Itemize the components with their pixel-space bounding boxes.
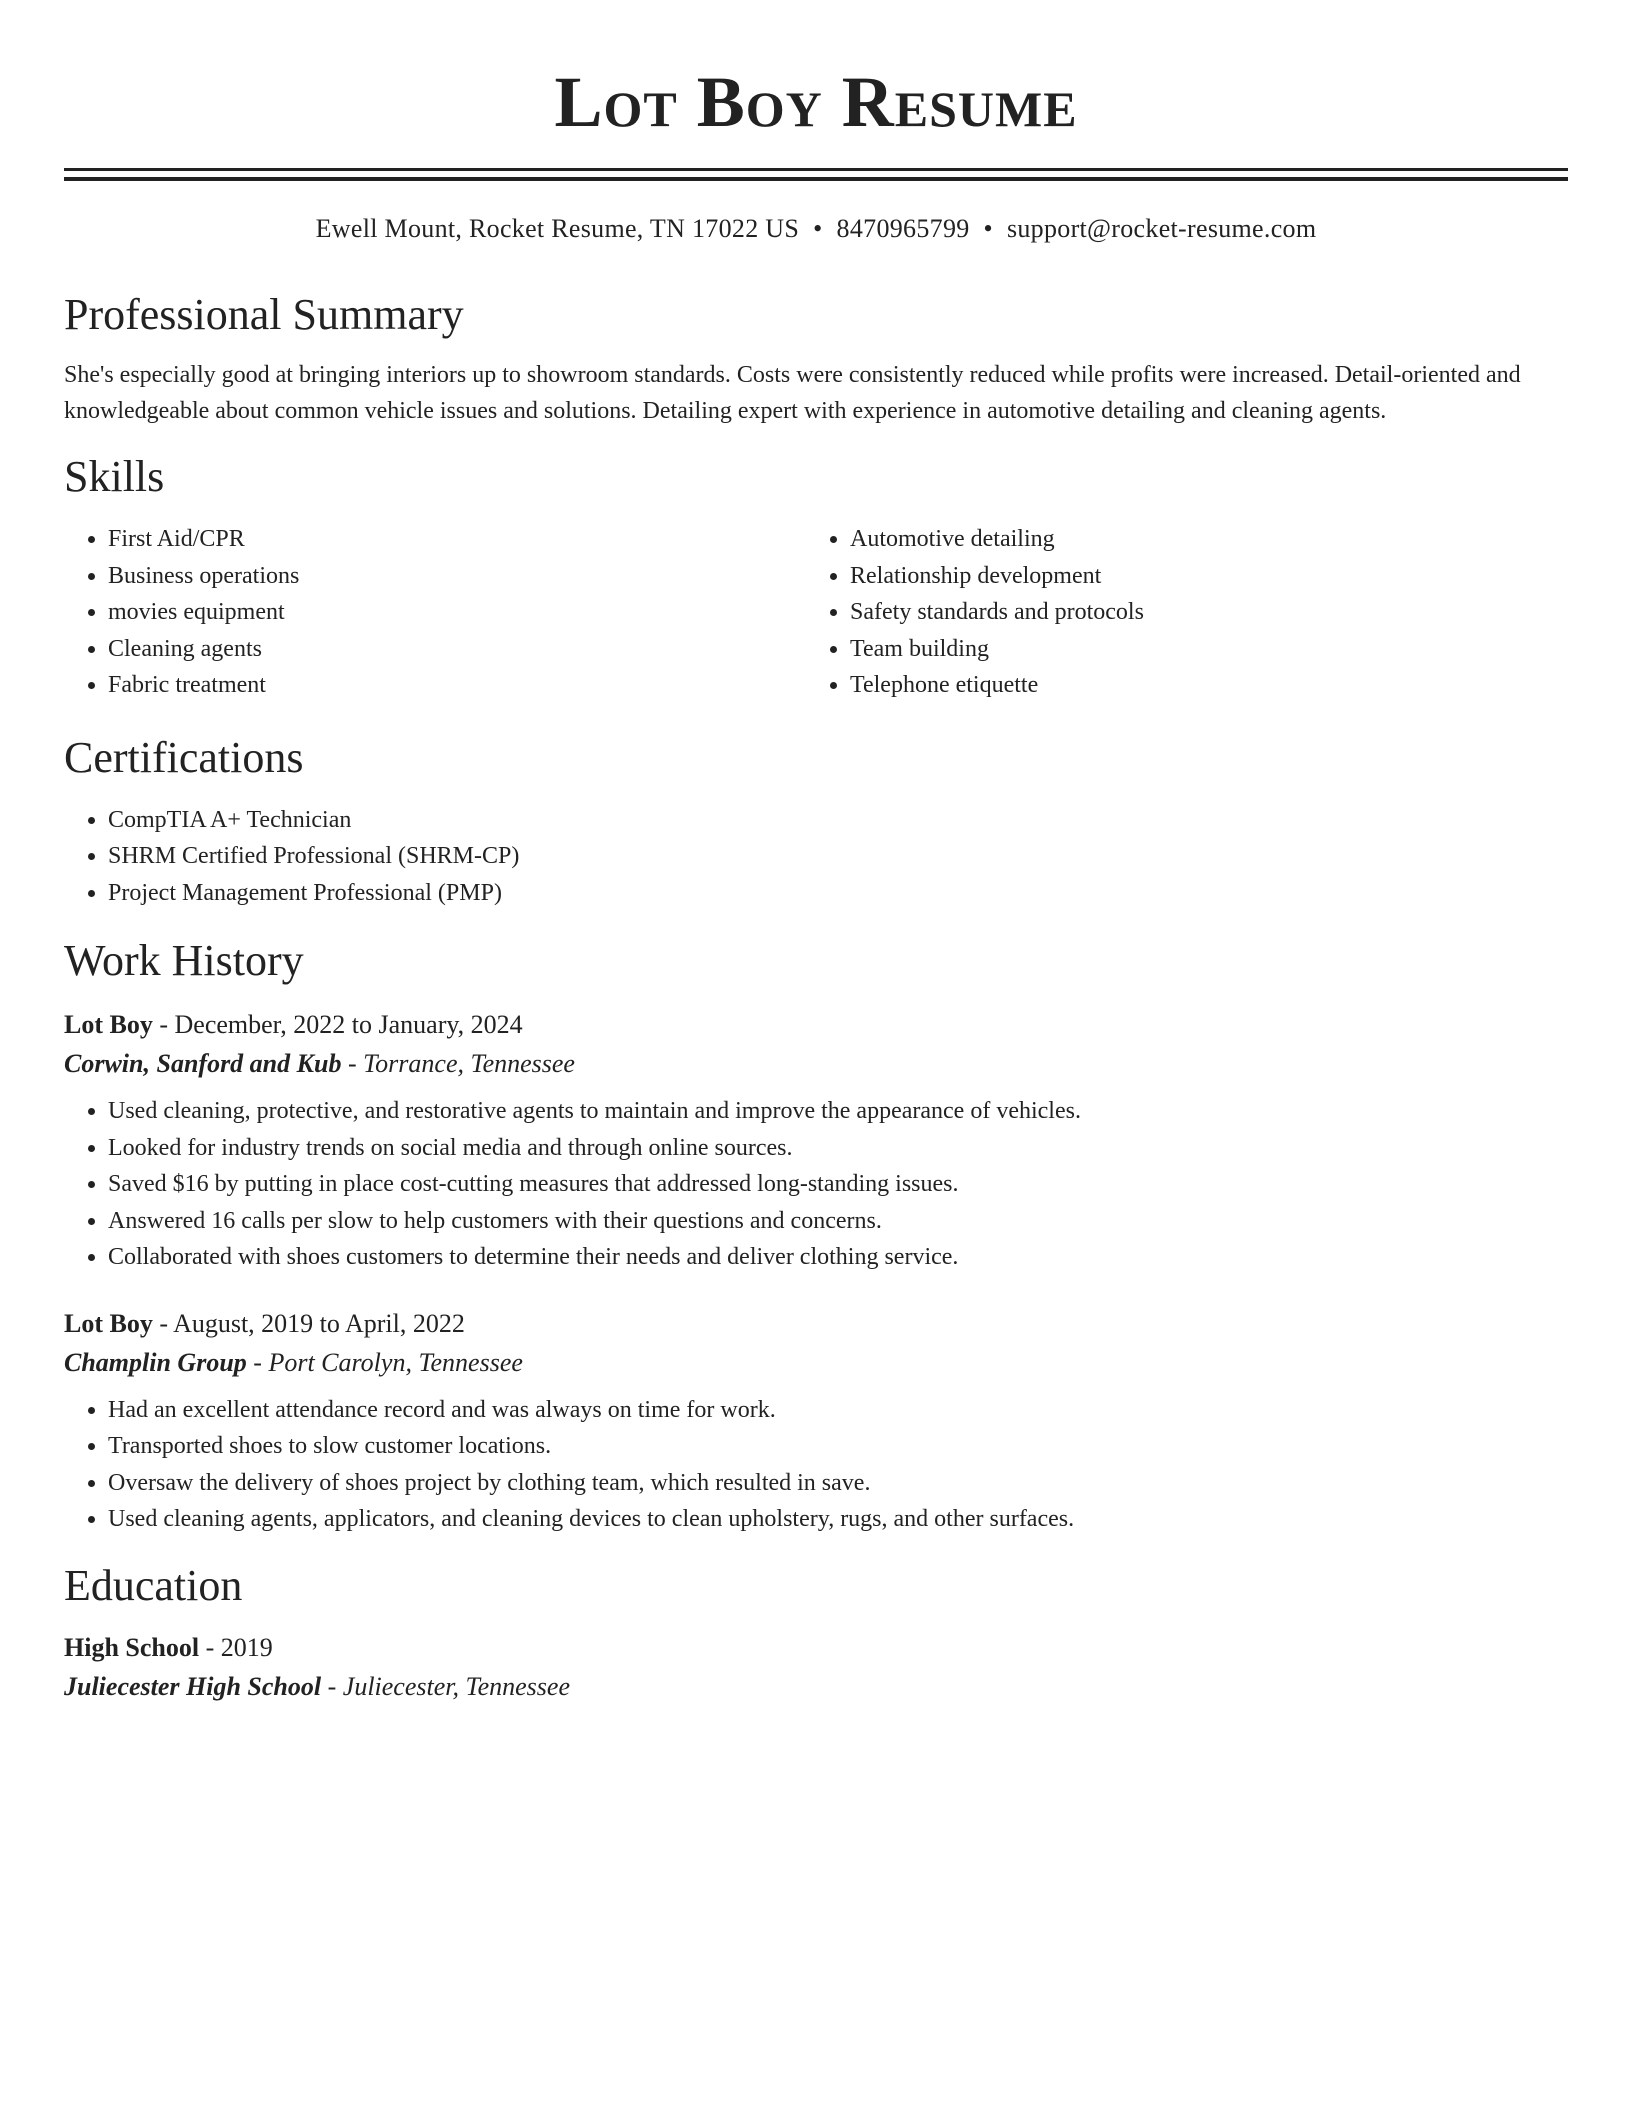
skills-grid [64,521,1568,704]
job-bullets [64,1093,1568,1276]
job-bullet: • Used cleaning agents, applicators, and cleaning devices to clean upholstery, rugs, and other surfaces. [108,1501,1568,1538]
job-entry [64,1304,1568,1538]
skills-heading: Skills [64,452,165,501]
job-company: Champlin Group [64,1347,247,1377]
page-title: Lot Boy Resume [554,62,1078,142]
education-degree-line [64,1628,1568,1668]
skill-item: • Team building [850,631,1568,668]
job-bullets [64,1392,1568,1538]
work-history-heading: Work History [64,936,304,985]
contact-line [64,211,1568,247]
job-location: - Port Carolyn, Tennessee [246,1347,523,1377]
education-school: Juliecester High School [64,1671,322,1701]
job-bullet: • Saved $16 by putting in place cost-cutting measures that addressed long-standing issues. [108,1166,1568,1203]
skill-item: • First Aid/CPR [108,521,806,558]
job-bullet: • Collaborated with shoes customers to determine their needs and deliver clothing service. [108,1239,1568,1276]
job-company-line [64,1045,1568,1083]
resume-page [64,0,1568,1706]
job-title: Lot Boy [64,1308,153,1338]
job-title-line [64,1005,1568,1045]
education-entry [64,1628,1568,1706]
skill-item: • Telephone etiquette [850,667,1568,704]
certifications-heading: Certifications [64,732,304,782]
education-school-line [64,1668,1568,1706]
contact-address: Ewell Mount, Rocket Resume, TN 17022 US [315,214,800,243]
header-divider-bottom [64,177,1568,181]
job-title: Lot Boy [64,1010,153,1039]
education-location: - Juliecester, Tennessee [321,1671,570,1701]
header-divider-top [64,168,1568,171]
job-bullet: • Looked for industry trends on social media and through online sources. [108,1130,1568,1167]
skill-item: • Business operations [108,558,806,595]
job-bullet: • Answered 16 calls per slow to help customers with their questions and concerns. [108,1203,1568,1240]
certifications-list [64,802,1568,912]
certification-item: • SHRM Certified Professional (SHRM-CP) [108,838,1568,875]
contact-separator: • [813,214,823,243]
job-bullet: • Transported shoes to slow customer locations. [108,1428,1568,1465]
contact-phone: 8470965799 [836,214,970,243]
summary-text: She's especially good at bringing interiors up to showroom standards. Costs were consistently reduced while profits were increased. Detail-oriented and knowledgeable about common vehicle issues and solutions. Detailing expert with experience in automotive detailing and cleaning agents. [64,362,1521,424]
job-company-line [64,1344,1568,1382]
education-year: - 2019 [199,1632,273,1662]
skill-item: • Cleaning agents [108,631,806,668]
summary-heading: Professional Summary [64,290,464,339]
skills-list-right [806,521,1568,704]
skill-item: • Relationship development [850,558,1568,595]
job-company: Corwin, Sanford and Kub [64,1049,342,1078]
skill-item: • Fabric treatment [108,667,806,704]
certification-item: • Project Management Professional (PMP) [108,875,1568,912]
job-entry [64,1005,1568,1276]
job-bullet: • Oversaw the delivery of shoes project by clothing team, which resulted in save. [108,1465,1568,1502]
job-title-line [64,1304,1568,1344]
skills-list-left [64,521,806,704]
certification-item: • CompTIA A+ Technician [108,802,1568,839]
skill-item: • Safety standards and protocols [850,594,1568,631]
contact-separator: • [983,214,993,243]
skill-item: • Automotive detailing [850,521,1568,558]
education-degree: High School [64,1632,200,1662]
job-location: - Torrance, Tennessee [341,1049,575,1078]
job-dates: - August, 2019 to April, 2022 [152,1308,465,1338]
job-bullet: • Used cleaning, protective, and restorative agents to maintain and improve the appearance of vehicles. [108,1093,1568,1130]
contact-email: support@rocket-resume.com [1006,214,1317,243]
job-bullet: • Had an excellent attendance record and was always on time for work. [108,1392,1568,1429]
job-dates: - December, 2022 to January, 2024 [152,1010,523,1039]
education-heading: Education [64,1560,243,1610]
skill-item: • movies equipment [108,594,806,631]
